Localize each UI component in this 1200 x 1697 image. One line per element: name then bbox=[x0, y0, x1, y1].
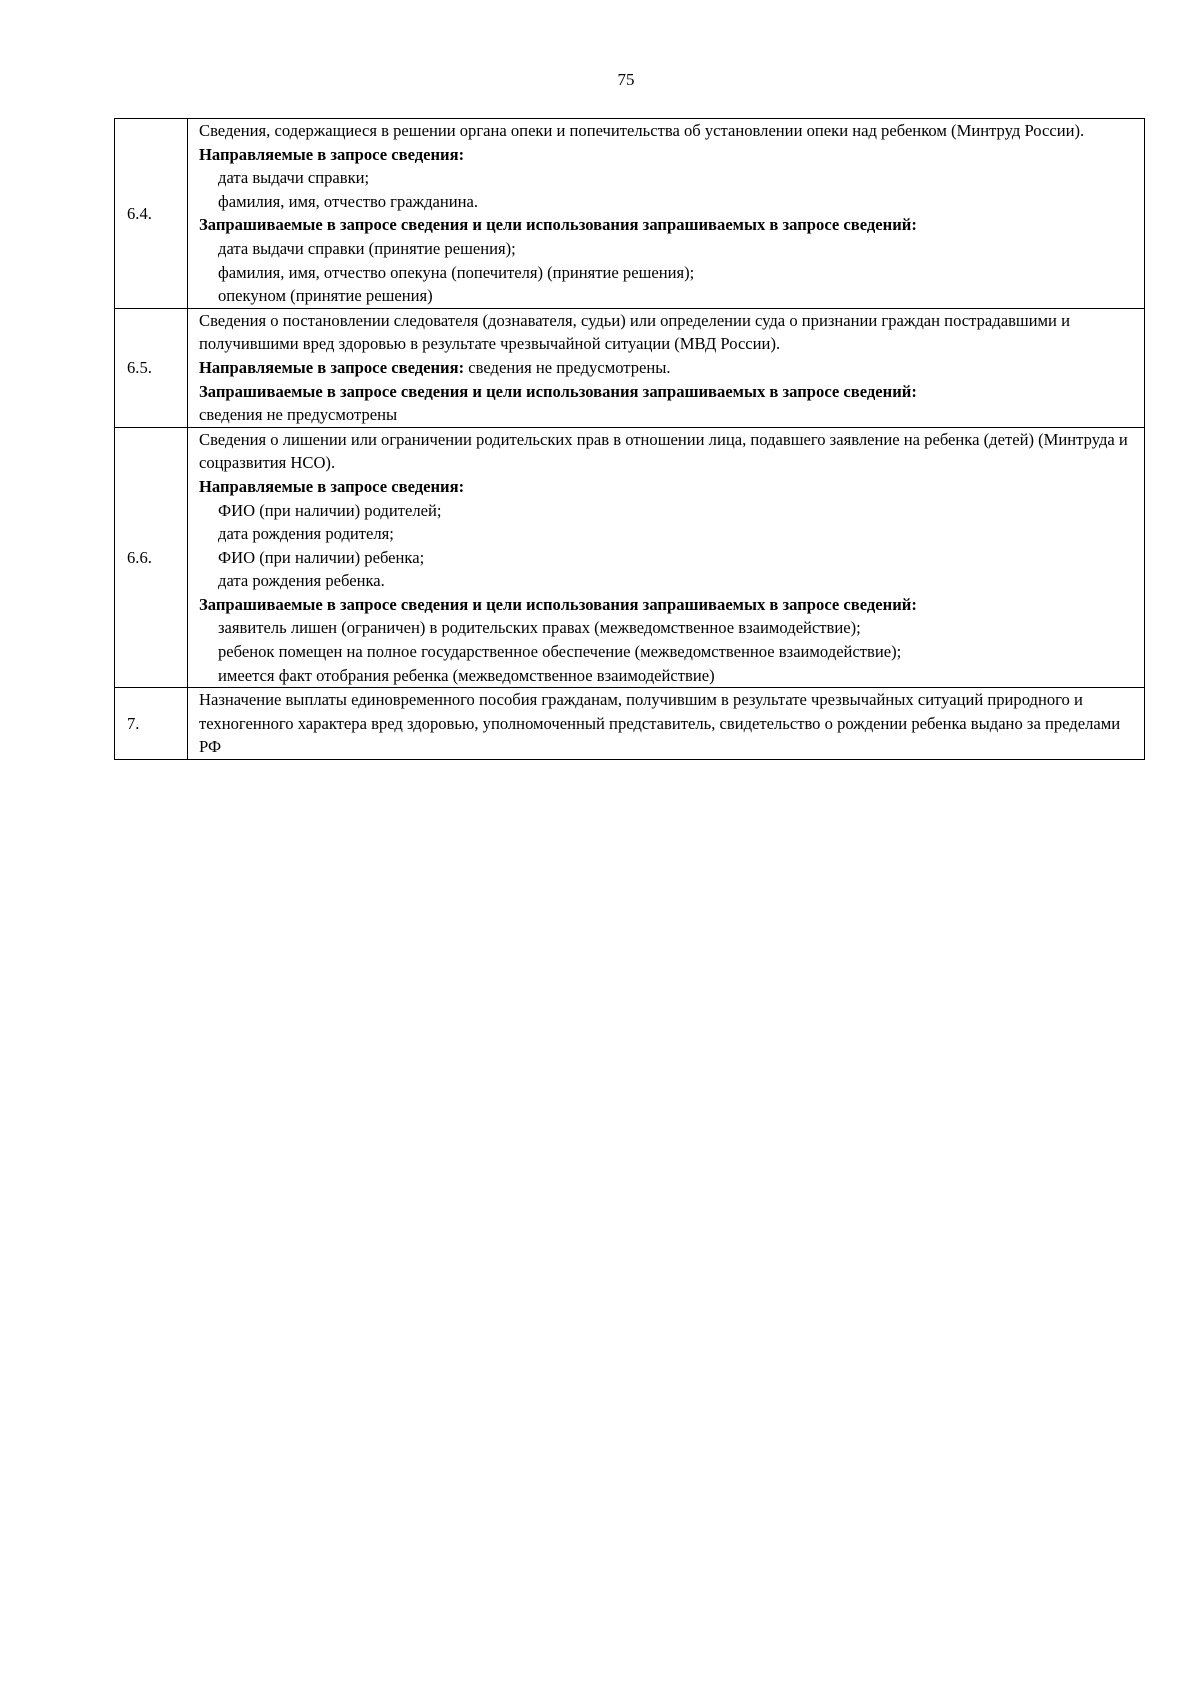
table-row bbox=[115, 308, 1145, 427]
sent-item: дата рождения родителя; bbox=[218, 524, 394, 544]
sent-header: Направляемые в запросе сведения: bbox=[199, 476, 465, 496]
row-description: Сведения, содержащиеся в решении органа опеки и попечительства об установлении опеки над ребенком (Минтруд России). bbox=[199, 121, 1085, 140]
row-description: Назначение выплаты единовременного пособия гражданам, получившим в результате чрезвычайных ситуаций природного и техногенного характера вред здоровью, уполномоченный представитель, свидетельство о рождении ребенка выдано за пределами РФ bbox=[199, 690, 1121, 757]
services-table bbox=[114, 118, 1145, 760]
sent-item: дата выдачи справки; bbox=[218, 168, 370, 188]
row-content bbox=[188, 688, 1145, 760]
requested-item: опекуном (принятие решения) bbox=[218, 286, 433, 306]
row-description: Сведения о лишении или ограничении родительских прав в отношении лица, подавшего заявление на ребенка (детей) (Минтруда и соцразвития НСО). bbox=[199, 429, 1128, 473]
requested-item: фамилия, имя, отчество опекуна (попечителя) (принятие решения); bbox=[218, 262, 695, 282]
table-row bbox=[115, 119, 1145, 309]
requested-item: дата выдачи справки (принятие решения); bbox=[218, 238, 516, 258]
requested-header: Запрашиваемые в запросе сведения и цели использования запрашиваемых в запросе сведений: bbox=[199, 381, 917, 401]
row-content bbox=[188, 308, 1145, 427]
row-number: 6.6. bbox=[115, 427, 188, 688]
row-number: 6.4. bbox=[115, 119, 188, 309]
sent-header: Направляемые в запросе сведения: bbox=[199, 357, 465, 377]
row-content bbox=[188, 119, 1145, 309]
row-description: Сведения о постановлении следователя (дознавателя, судьи) или определении суда о признании граждан пострадавшими и получившими вред здоровью в результате чрезвычайной ситуации (МВД России). bbox=[199, 310, 1070, 354]
table-row bbox=[115, 688, 1145, 760]
requested-header: Запрашиваемые в запросе сведения и цели использования запрашиваемых в запросе сведений: bbox=[199, 594, 917, 614]
sent-item: фамилия, имя, отчество гражданина. bbox=[218, 191, 479, 211]
sent-item: дата рождения ребенка. bbox=[218, 571, 385, 591]
sent-inline-text: сведения не предусмотрены. bbox=[464, 357, 671, 377]
sent-item: ФИО (при наличии) родителей; bbox=[218, 500, 442, 520]
row-number: 7. bbox=[115, 688, 188, 760]
sent-item: ФИО (при наличии) ребенка; bbox=[218, 547, 425, 567]
sent-header: Направляемые в запросе сведения: bbox=[199, 144, 465, 164]
table-row bbox=[115, 427, 1145, 688]
requested-item: ребенок помещен на полное государственное обеспечение (межведомственное взаимодействие); bbox=[218, 642, 902, 662]
requested-item: имеется факт отобрания ребенка (межведомственное взаимодействие) bbox=[218, 665, 715, 685]
requested-item: заявитель лишен (ограничен) в родительских правах (межведомственное взаимодействие); bbox=[218, 618, 861, 638]
row-number: 6.5. bbox=[115, 308, 188, 427]
page-number: 75 bbox=[617, 70, 635, 89]
row-content bbox=[188, 427, 1145, 688]
requested-text: сведения не предусмотрены bbox=[199, 405, 398, 425]
requested-header: Запрашиваемые в запросе сведения и цели использования запрашиваемых в запросе сведений: bbox=[199, 215, 917, 235]
sent-line bbox=[199, 356, 1133, 380]
